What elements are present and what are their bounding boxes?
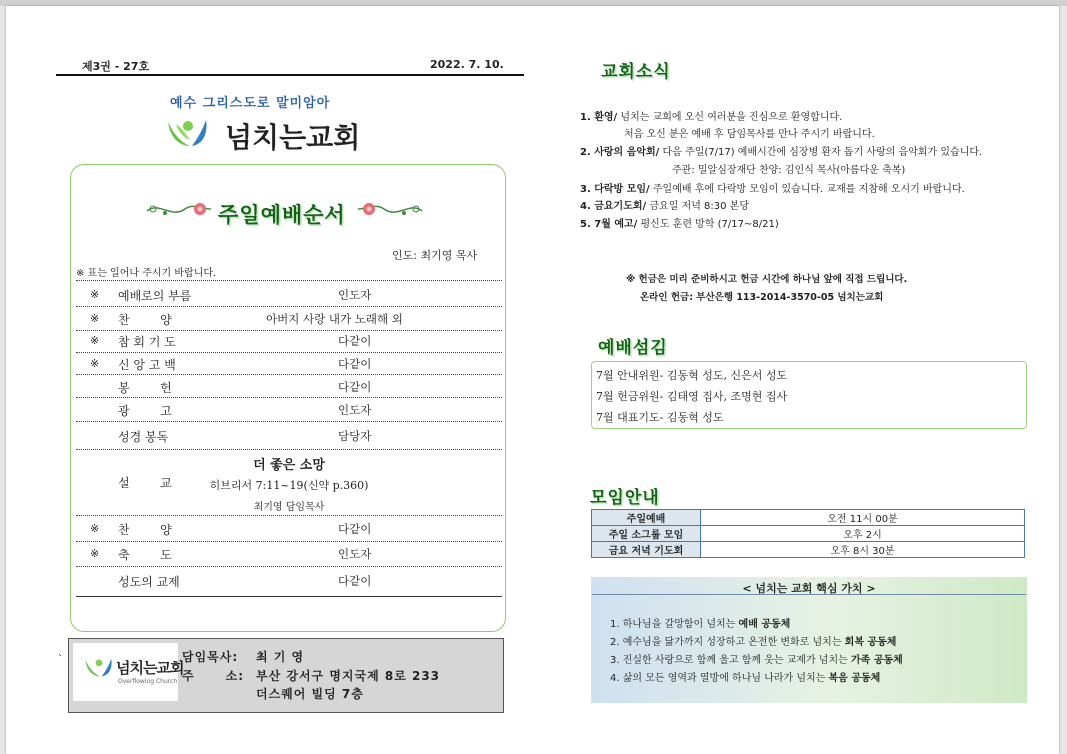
flower-vine-left-icon — [145, 197, 215, 223]
stray-mark: ` — [58, 654, 63, 665]
order-divider — [76, 280, 502, 281]
order-row-offering — [76, 376, 502, 398]
sermon-preacher: 최기영 담임목사 — [253, 502, 325, 513]
issue-number: 제3권 - 27호 — [82, 60, 150, 73]
stand-mark: ※ — [90, 547, 100, 560]
news-head: 5. 7월 예고/ — [580, 219, 638, 230]
address-line2: 더스퀘어 빌딩 7층 — [256, 687, 364, 701]
footer-logo-sub: Overflowing Church — [118, 678, 178, 685]
footer-logo-name: 넘치는교회 — [116, 659, 184, 677]
news-item-2 — [580, 143, 982, 158]
core-values-title: < 넘치는 교회 핵심 가치 > — [742, 582, 876, 595]
news-item-1b — [624, 125, 875, 140]
stand-mark: ※ — [90, 334, 100, 347]
value-text: 3. 진실한 사랑으로 함께 울고 함께 웃는 교제가 넘치는 — [610, 655, 852, 666]
order-item: 예배로의 부름 — [118, 289, 192, 303]
order-who: 다같이 — [338, 522, 372, 536]
order-item: 성경 봉독 — [118, 430, 169, 444]
meeting-name: 주일예배 — [592, 510, 701, 526]
value-text: 4. 삶의 모든 영역과 열방에 하나님 나라가 넘치는 — [610, 673, 829, 684]
table-row — [592, 526, 1025, 542]
news-text: 주일예배 후에 다락방 모임이 있습니다. 교재를 지참해 오시기 바랍니다. — [652, 184, 965, 195]
meeting-time: 오전 11시 00분 — [701, 510, 1025, 526]
value-text: 2. 예수님을 닮가까지 성장하고 온전한 변화로 넘치는 — [610, 637, 845, 648]
church-logo-icon — [166, 116, 210, 154]
church-name: 넘치는교회 — [225, 121, 361, 154]
order-row-call — [76, 284, 502, 306]
sermon-scripture: 히브리서 7:11~19(신약 p.360) — [209, 479, 369, 492]
order-who: 인도자 — [338, 288, 372, 302]
order-row-creed — [76, 353, 502, 375]
table-row — [592, 510, 1025, 526]
serve-row: 7월 안내위원- 김동혁 성도, 신은서 성도 — [596, 369, 788, 382]
core-value-item — [610, 651, 903, 666]
order-who: 인도자 — [338, 403, 372, 417]
order-divider — [76, 541, 502, 542]
order-row-scripture — [76, 425, 502, 447]
pastor-name: 최 기 영 — [256, 650, 305, 664]
value-bold: 복음 공동체 — [828, 673, 881, 684]
news-text: 금요일 저녁 8:30 본당 — [649, 201, 750, 212]
order-who: 다같이 — [338, 380, 372, 394]
meeting-time: 오후 8시 30분 — [701, 542, 1025, 558]
stand-mark: ※ — [90, 522, 100, 535]
news-head: 2. 사랑의 음악회/ — [580, 147, 660, 158]
news-text: 처음 오신 분은 예배 후 담임목사를 만나 주시기 바랍니다. — [624, 129, 875, 140]
meeting-name: 금요 저녁 기도회 — [592, 542, 701, 558]
order-item: 찬 양 — [118, 523, 172, 537]
meetings-title: 모임안내 — [590, 488, 660, 508]
worship-leader: 인도: 최기영 목사 — [392, 249, 478, 262]
news-item-5 — [580, 215, 779, 230]
table-row — [592, 542, 1025, 558]
order-divider — [76, 374, 502, 375]
order-who: 담당자 — [338, 429, 372, 443]
offering-note: ※ 헌금은 미리 준비하시고 헌금 시간에 하나님 앞에 직접 드립니다. — [626, 274, 908, 285]
order-bottom-rule — [76, 596, 502, 597]
order-item: 신 앙 고 백 — [118, 358, 176, 372]
order-item: 찬 양 — [118, 313, 172, 327]
stand-mark: ※ — [90, 357, 100, 370]
order-row-announce — [76, 399, 502, 421]
news-head: 1. 환영/ — [580, 112, 618, 123]
news-item-4 — [580, 197, 749, 212]
order-hymn: 아버지 사랑 내가 노래해 외 — [266, 312, 403, 326]
news-text: 평신도 훈련 방학 (7/17~8/21) — [640, 219, 779, 230]
order-row-confession — [76, 330, 502, 352]
news-text: 다음 주일(7/17) 예배시간에 심장병 환자 돕기 사랑의 음악회가 있습니다. — [662, 147, 983, 158]
serve-title: 예배섬김 — [598, 338, 668, 358]
news-head: 4. 금요기도회/ — [580, 201, 647, 212]
order-who: 인도자 — [338, 547, 372, 561]
header-rule — [56, 74, 524, 76]
value-bold: 가족 공동체 — [851, 655, 903, 666]
order-row-benediction — [76, 543, 502, 565]
value-bold: 회복 공동체 — [844, 637, 897, 648]
value-text: 1. 하나님을 갈망함이 넘치는 — [610, 619, 739, 630]
news-text: 넘치는 교회에 오신 여러분을 진심으로 환영합니다. — [620, 112, 843, 123]
sermon-label: 설 교 — [118, 476, 172, 490]
news-item-3 — [580, 180, 965, 195]
order-row-hymn — [76, 308, 502, 330]
order-row-fellowship — [76, 570, 502, 592]
news-item-2b — [672, 161, 905, 176]
meetings-table — [591, 509, 1025, 558]
worship-order-title: 주일예배순서 — [218, 202, 346, 227]
news-head: 3. 다락방 모임/ — [580, 184, 650, 195]
meeting-name: 주일 소그룹 모임 — [592, 526, 701, 542]
sermon-title: 더 좋은 소망 — [253, 458, 325, 473]
news-item-1 — [580, 108, 842, 123]
news-text: 주관: 밀알심장재단 찬양: 김인식 목사(아름다운 축복) — [672, 165, 906, 176]
order-row-hymn2 — [76, 518, 502, 540]
core-value-item — [610, 633, 896, 648]
order-who: 다같이 — [338, 357, 372, 371]
order-divider — [76, 515, 502, 516]
online-offering: 온라인 헌금: 부산은행 113-2014-3570-05 넘치는교회 — [640, 292, 884, 303]
order-divider — [76, 566, 502, 567]
address-label: 주 소: — [182, 669, 245, 683]
church-motto: 예수 그리스도로 말미암아 — [170, 96, 331, 111]
issue-date: 2022. 7. 10. — [430, 58, 504, 71]
core-values-rule — [592, 594, 1026, 595]
order-item: 광 고 — [118, 404, 172, 418]
order-item: 축 도 — [118, 548, 172, 562]
order-divider — [76, 397, 502, 398]
order-who: 다같이 — [338, 334, 372, 348]
flower-vine-right-icon — [354, 197, 424, 223]
news-title: 교회소식 — [601, 62, 671, 82]
order-divider — [76, 449, 502, 450]
footer-logo-icon — [84, 655, 114, 683]
value-bold: 예배 공동체 — [738, 619, 791, 630]
stand-mark: ※ — [90, 288, 100, 301]
serve-row: 7월 대표기도- 김동혁 성도 — [596, 411, 724, 424]
stand-note: ※ 표는 일어나 주시기 바랍니다. — [76, 268, 217, 279]
order-divider — [76, 421, 502, 422]
order-divider — [76, 306, 502, 307]
core-value-item — [610, 615, 790, 630]
serve-row: 7월 헌금위원- 김태영 집사, 조명현 집사 — [596, 390, 788, 403]
core-value-item — [610, 669, 880, 684]
pastor-label: 담임목사: — [182, 650, 239, 664]
order-item: 참 회 기 도 — [118, 335, 176, 349]
address-line1: 부산 강서구 명지국제 8로 233 — [256, 669, 441, 683]
order-item: 봉 헌 — [118, 381, 172, 395]
order-item: 성도의 교제 — [118, 575, 180, 589]
stand-mark: ※ — [90, 312, 100, 325]
order-who: 다같이 — [338, 574, 372, 588]
meeting-time: 오후 2시 — [701, 526, 1025, 542]
